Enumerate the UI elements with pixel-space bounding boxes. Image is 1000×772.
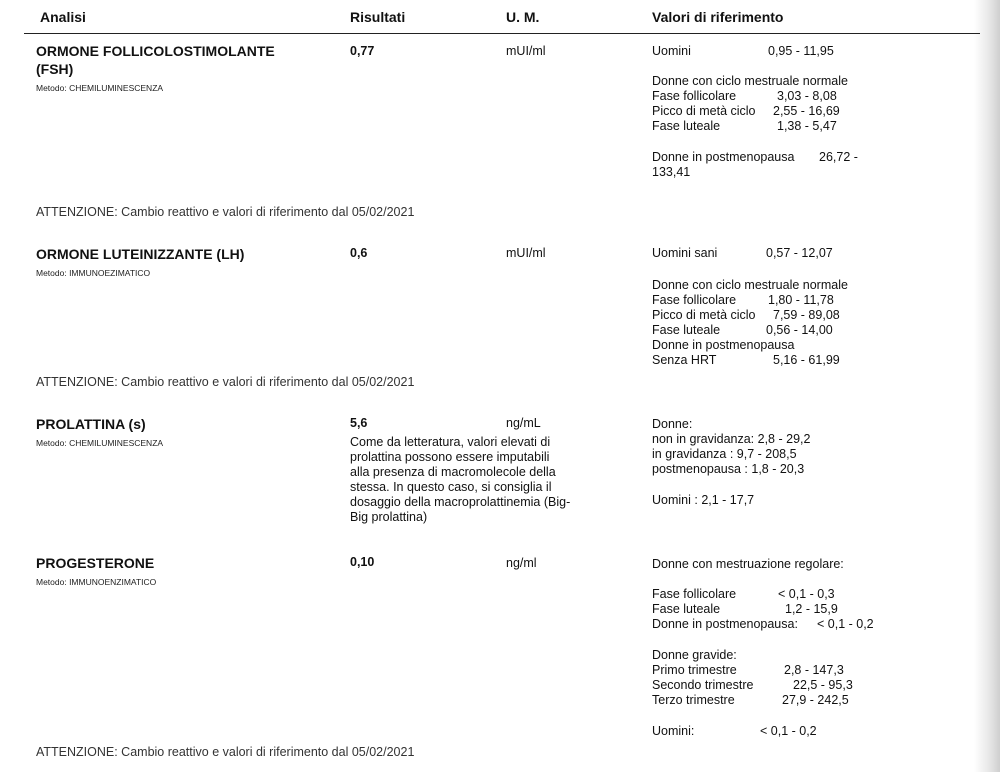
ref-line: Donne:: [652, 417, 693, 431]
ref-value: 0,57 - 12,07: [766, 246, 833, 260]
notice-text: ATTENZIONE: Cambio reattivo e valori di riferimento dal 05/02/2021: [36, 375, 415, 389]
ref-value: 0,56 - 14,00: [766, 323, 833, 337]
test-result: 0,10: [350, 555, 375, 569]
test-unit: mUI/ml: [506, 44, 546, 58]
test-name: PROLATTINA (s): [36, 416, 146, 432]
ref-label: Donne gravide:: [652, 648, 737, 662]
ref-value: 2,8 - 147,3: [784, 663, 844, 677]
ref-value: 5,16 - 61,99: [773, 353, 840, 367]
ref-value: 1,2 - 15,9: [785, 602, 838, 616]
test-unit: ng/ml: [506, 556, 537, 570]
page-edge-shadow: [974, 0, 1000, 772]
notice-text: ATTENZIONE: Cambio reattivo e valori di riferimento dal 05/02/2021: [36, 745, 415, 759]
ref-value: < 0,1 - 0,2: [817, 617, 874, 631]
ref-label: Uomini: [652, 44, 691, 58]
test-method: Metodo: CHEMILUMINESCENZA: [36, 438, 164, 448]
test-method: Metodo: CHEMILUMINESCENZA: [36, 83, 164, 93]
header-um: U. M.: [506, 9, 540, 25]
ref-value: 1,80 - 11,78: [768, 293, 834, 307]
test-name: ORMONE LUTEINIZZANTE (LH): [36, 246, 245, 262]
ref-label: Donne con mestruazione regolare:: [652, 557, 844, 571]
ref-label: Donne con ciclo mestruale normale: [652, 74, 848, 88]
ref-label: Fase follicolare: [652, 587, 737, 601]
ref-label: Uomini:: [652, 724, 695, 738]
ref-line: non in gravidanza: 2,8 - 29,2: [652, 432, 811, 446]
ref-label: Fase follicolare: [652, 293, 737, 307]
ref-value: 7,59 - 89,08: [773, 308, 840, 322]
header-divider: [24, 33, 980, 34]
header-analisi: Analisi: [40, 9, 86, 25]
result-comment: [350, 435, 570, 525]
ref-value: 1,38 - 5,47: [777, 119, 837, 133]
test-name-cont: (FSH): [36, 61, 74, 77]
header-valori-riferimento: Valori di riferimento: [652, 9, 784, 25]
ref-value: 26,72 -: [819, 150, 858, 164]
ref-label: Secondo trimestre: [652, 678, 754, 692]
comment-line: prolattina possono essere imputabili: [350, 450, 550, 464]
ref-label: Picco di metà ciclo: [652, 308, 756, 322]
test-name: PROGESTERONE: [36, 555, 155, 571]
ref-label: Fase luteale: [652, 602, 721, 616]
test-unit: ng/mL: [506, 416, 541, 430]
header-risultati: Risultati: [350, 9, 406, 25]
notice-text: ATTENZIONE: Cambio reattivo e valori di riferimento dal 05/02/2021: [36, 205, 415, 219]
ref-line: Uomini : 2,1 - 17,7: [652, 493, 755, 507]
ref-label: Donne in postmenopausa: [652, 338, 795, 352]
ref-line: postmenopausa : 1,8 - 20,3: [652, 462, 805, 476]
test-result: 0,6: [350, 246, 368, 260]
comment-line: dosaggio della macroprolattinemia (Big-: [350, 495, 571, 509]
ref-value: 22,5 - 95,3: [793, 678, 853, 692]
ref-label: Donne con ciclo mestruale normale: [652, 278, 848, 292]
ref-value: < 0,1 - 0,3: [778, 587, 835, 601]
comment-line: stessa. In questo caso, si consiglia il: [350, 480, 552, 494]
test-name: ORMONE FOLLICOLOSTIMOLANTE: [36, 43, 275, 59]
ref-label: Uomini sani: [652, 246, 718, 260]
test-result: 5,6: [350, 416, 368, 430]
comment-line: alla presenza di macromolecole della: [350, 465, 556, 479]
test-result: 0,77: [350, 44, 375, 58]
ref-label: Picco di metà ciclo: [652, 104, 756, 118]
ref-line: in gravidanza : 9,7 - 208,5: [652, 447, 797, 461]
ref-label: Senza HRT: [652, 353, 717, 367]
test-method: Metodo: IMMUNOEZIMATICO: [36, 268, 151, 278]
ref-label: Fase luteale: [652, 323, 721, 337]
comment-line: Come da letteratura, valori elevati di: [350, 435, 551, 449]
comment-line: Big prolattina): [350, 510, 428, 524]
ref-label: 133,41: [652, 165, 691, 179]
table-header: [0, 0, 980, 33]
ref-label: Donne in postmenopausa: [652, 150, 795, 164]
ref-label: Fase follicolare: [652, 89, 737, 103]
ref-value: 3,03 - 8,08: [777, 89, 837, 103]
ref-label: Primo trimestre: [652, 663, 737, 677]
test-unit: mUI/ml: [506, 246, 546, 260]
ref-value: 2,55 - 16,69: [773, 104, 840, 118]
test-method: Metodo: IMMUNOENZIMATICO: [36, 577, 157, 587]
ref-label: Donne in postmenopausa:: [652, 617, 798, 631]
ref-label: Fase luteale: [652, 119, 721, 133]
ref-label: Terzo trimestre: [652, 693, 735, 707]
ref-value: < 0,1 - 0,2: [760, 724, 817, 738]
ref-value: 0,95 - 11,95: [768, 44, 834, 58]
ref-value: 27,9 - 242,5: [782, 693, 849, 707]
